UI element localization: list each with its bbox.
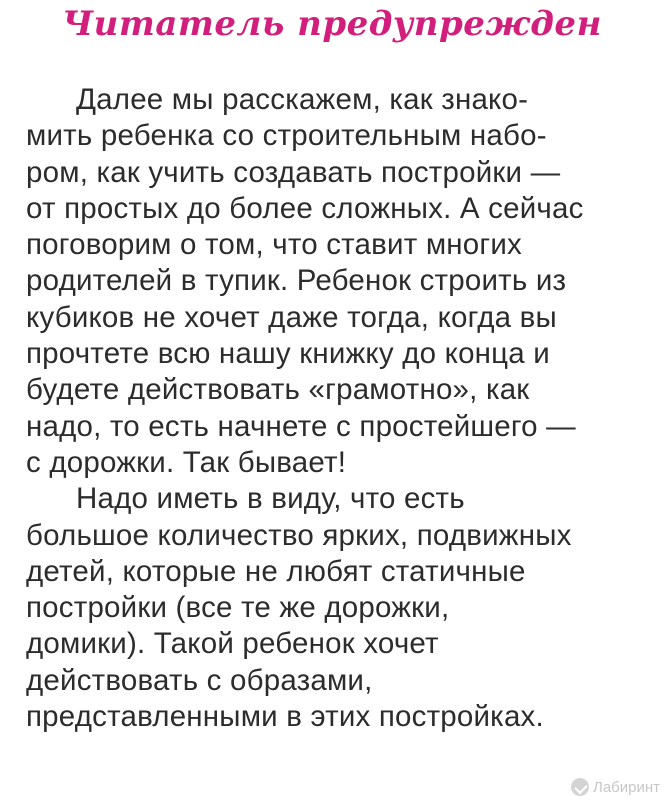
paragraph-2-line-4: постройки (все те же дорожки, — [26, 591, 450, 625]
paragraph-1-line-6: родителей в тупик. Ребенок строить из — [26, 264, 567, 298]
body-text — [26, 82, 646, 735]
paragraph-1-line-9: будете действовать «грамотно», как — [26, 373, 530, 407]
paragraph-1-line-7: кубиков не хочет даже тогда, когда вы — [26, 300, 557, 334]
paragraph-1-line-1: Далее мы расскажем, как знако- — [76, 83, 529, 116]
paragraph-1-line-8: прочтете всю нашу книжку до конца и — [26, 337, 550, 371]
paragraph-1-line-10: надо, то есть начнете с простейшего — — [26, 409, 576, 443]
paragraph-2-line-1: Надо иметь в виду, что есть — [76, 482, 465, 516]
paragraph-1-line-5: поговорим о том, что ставит многих — [26, 228, 522, 262]
paragraph-2-line-6: действовать с образами, — [26, 663, 373, 697]
paragraph-1-line-3: ром, как учить создавать постройки — — [26, 155, 561, 189]
paragraph-2-line-3: детей, которые не любят статичные — [26, 554, 526, 588]
labyrinth-logo-icon — [571, 778, 589, 796]
paragraph-2-line-5: домики). Такой ребенок хочет — [26, 627, 439, 661]
paragraph-1-line-4: от простых до более сложных. А сейчас — [26, 191, 584, 225]
watermark — [571, 778, 660, 796]
paragraph-2-line-7: представленными в этих постройках. — [26, 700, 544, 734]
paragraph-1-line-11: с дорожки. Так бывает! — [26, 445, 347, 479]
paragraph-2-line-2: большое количество ярких, подвижных — [26, 518, 572, 552]
paragraph-1-line-2: мить ребенка со строительным набо- — [26, 119, 547, 153]
section-heading: Читатель предупрежден — [62, 4, 602, 44]
watermark-text: Лабиринт — [592, 778, 660, 796]
